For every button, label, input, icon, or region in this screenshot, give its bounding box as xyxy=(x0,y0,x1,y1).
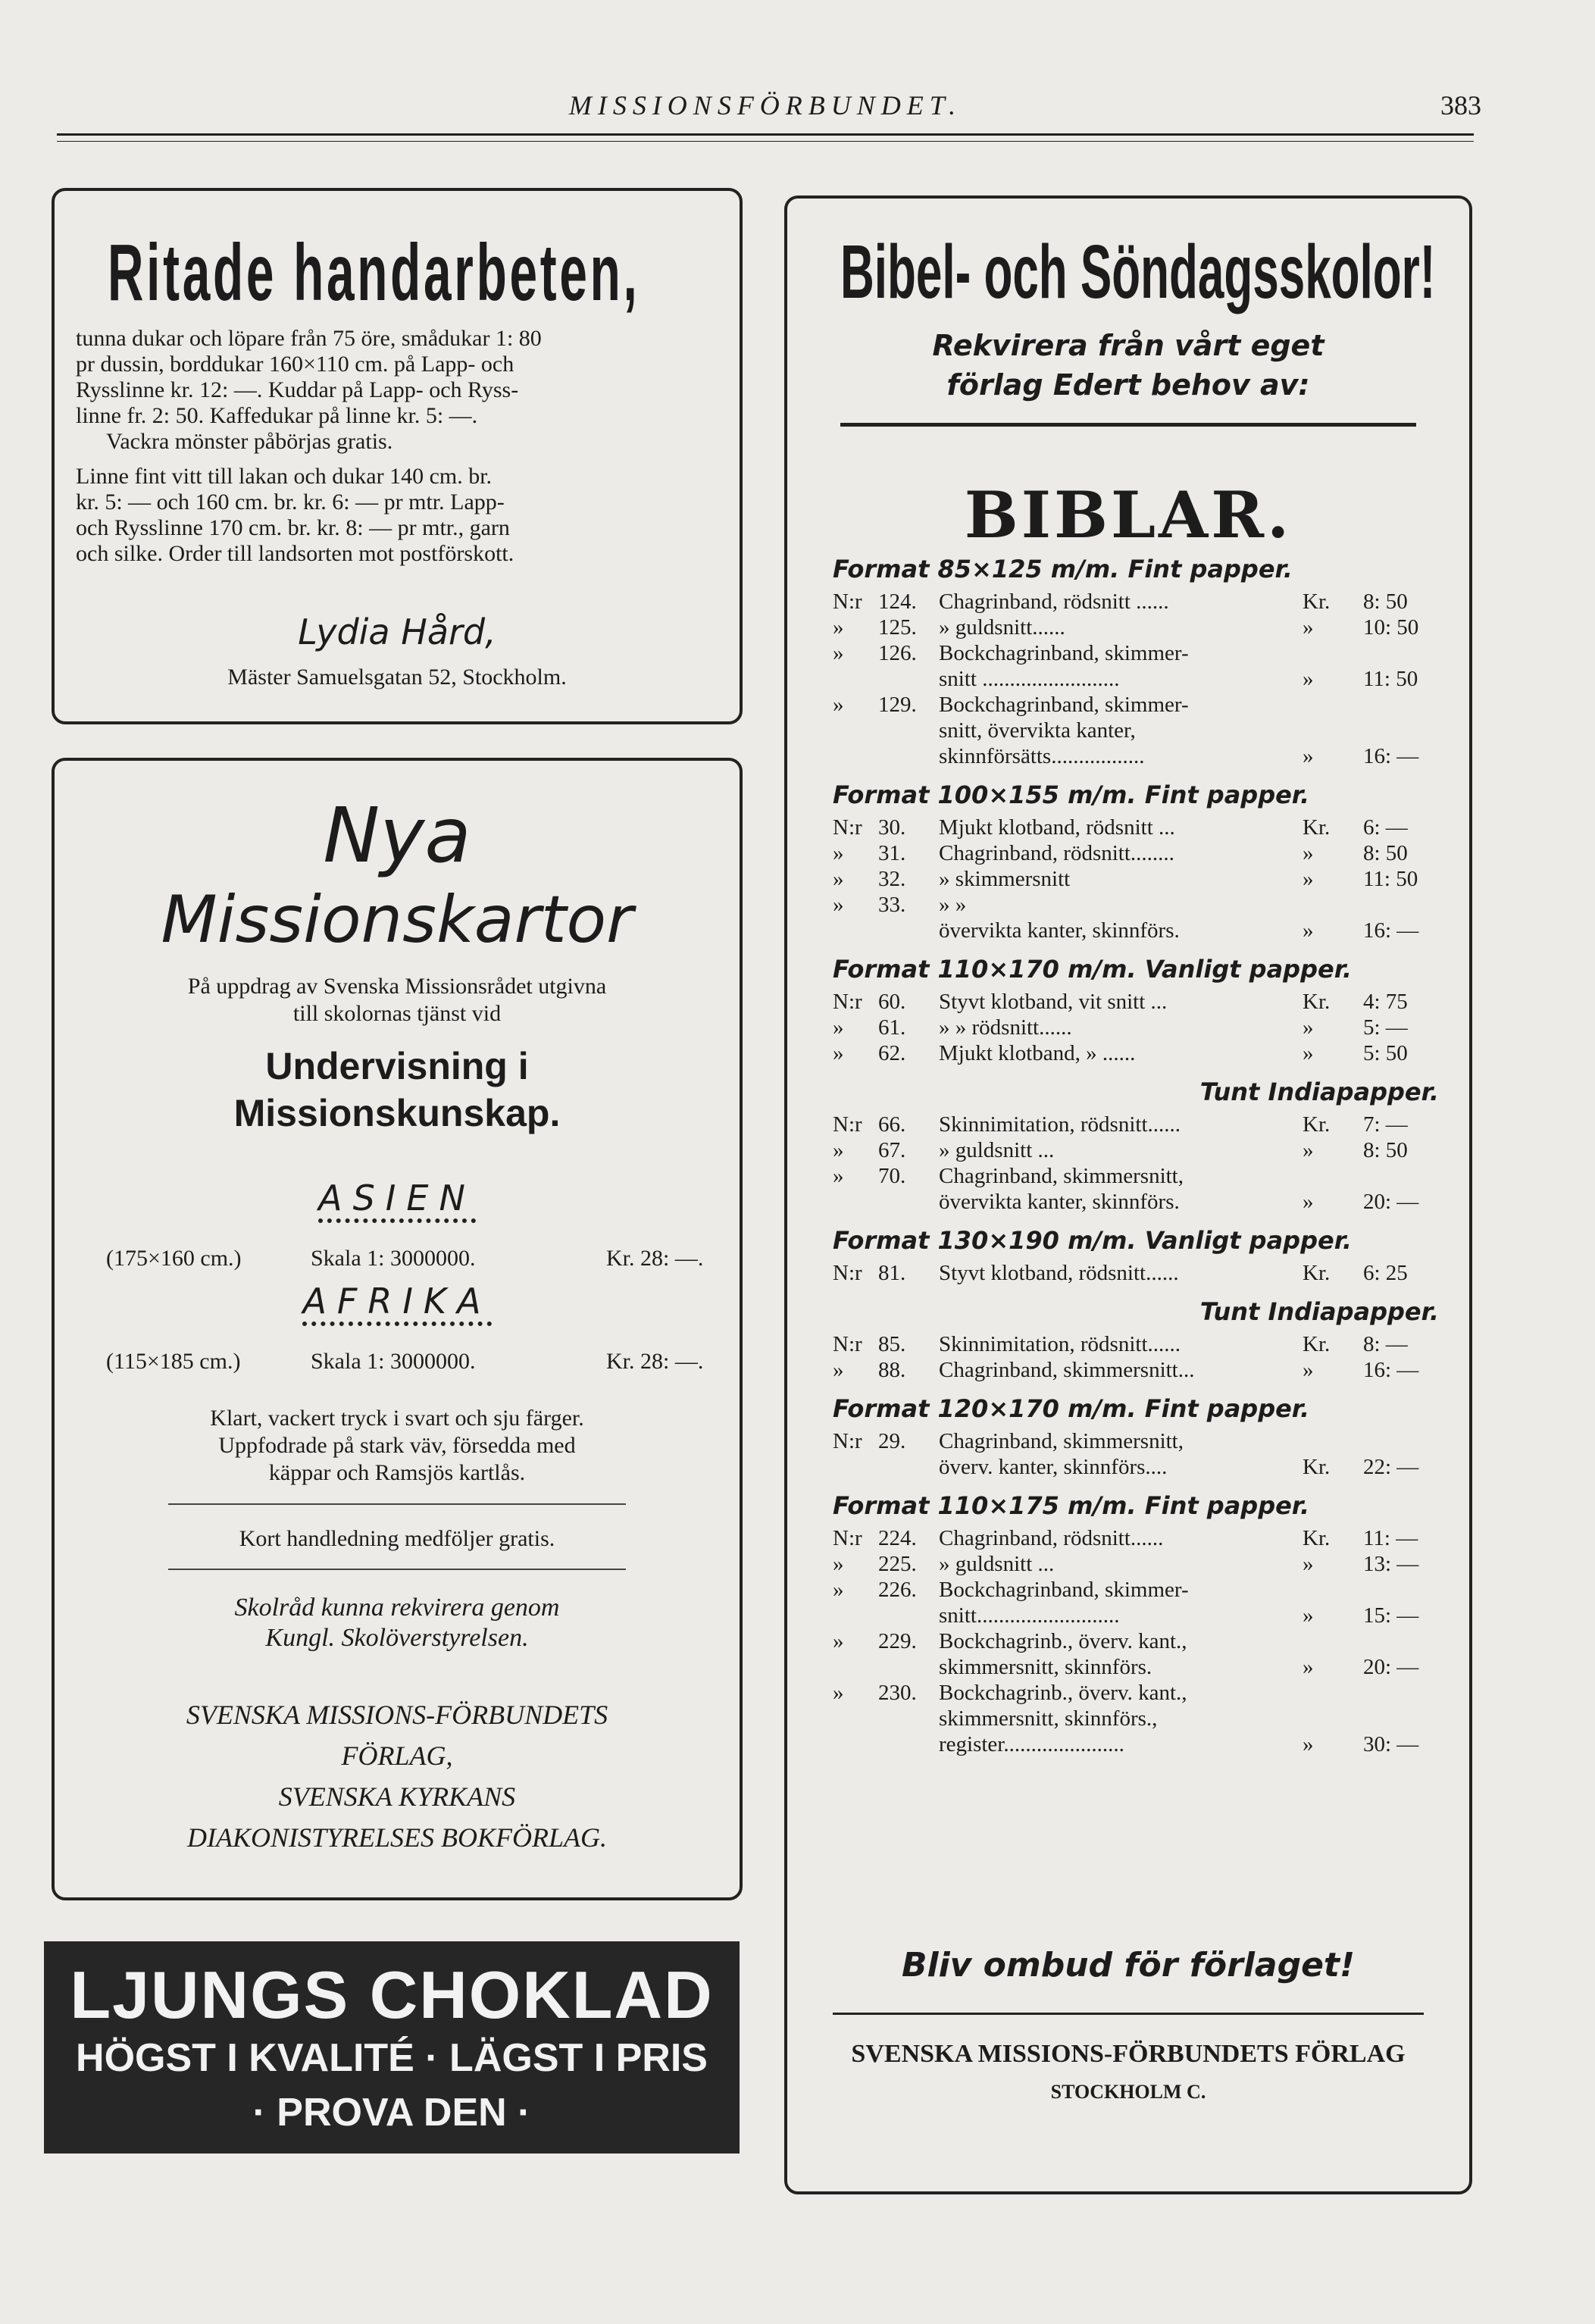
price-value: 13: — xyxy=(1363,1552,1419,1576)
item-number: 31. xyxy=(878,841,906,865)
text-line: Undervisning i xyxy=(265,1045,529,1087)
price-row xyxy=(833,744,1439,770)
item-description: Skinnimitation, rödsnitt...... xyxy=(939,1332,1181,1356)
item-description: Chagrinband, skimmersnitt, xyxy=(939,1429,1184,1453)
publisher-city: STOCKHOLM C. xyxy=(1050,2081,1206,2103)
price-row xyxy=(833,1655,1439,1681)
item-number: 30. xyxy=(878,815,906,840)
price-label: » xyxy=(1303,1603,1314,1628)
divider xyxy=(168,1503,626,1505)
divider xyxy=(833,2013,1424,2015)
item-description: skimmersnitt, skinnförs., xyxy=(939,1706,1158,1731)
map-scale: Skala 1: 3000000. xyxy=(311,1246,476,1271)
divider xyxy=(840,423,1416,427)
price-row xyxy=(833,1526,1439,1552)
text-line: SVENSKA MISSIONS-FÖRBUNDETS xyxy=(186,1700,608,1730)
format-heading: Format 130×190 m/m. Vanligt papper. xyxy=(833,1226,1353,1255)
format-heading: Format 110×170 m/m. Vanligt papper. xyxy=(833,955,1353,984)
text-line: och Rysslinne 170 cm. br. kr. 8: — pr mtr., garn xyxy=(76,515,510,540)
price-value: 11: 50 xyxy=(1363,867,1418,891)
item-number: 224. xyxy=(878,1526,917,1550)
format-heading: Format 110×175 m/m. Fint papper. xyxy=(833,1491,1310,1520)
price-row xyxy=(833,1629,1439,1655)
format-heading: Tunt Indiapapper. xyxy=(1199,1078,1439,1106)
text-line: Rekvirera från vårt eget xyxy=(932,329,1324,362)
ad-publishers xyxy=(55,1694,740,1858)
text-line: pr dussin, borddukar 160×110 cm. på Lapp- och xyxy=(76,352,514,377)
item-description: register...................... xyxy=(939,1732,1124,1756)
price-label: » xyxy=(1303,1732,1314,1756)
row-prefix: N:r xyxy=(833,1429,862,1453)
format-heading: Format 85×125 m/m. Fint papper. xyxy=(833,555,1293,583)
price-label: » xyxy=(1303,1015,1314,1040)
price-row xyxy=(833,990,1439,1015)
item-number: 125. xyxy=(878,615,917,640)
text-line: FÖRLAG, xyxy=(341,1741,453,1771)
price-label: Kr. xyxy=(1303,815,1331,840)
price-row xyxy=(833,1015,1439,1041)
price-row xyxy=(833,841,1439,867)
price-row xyxy=(833,1112,1439,1138)
price-value: 4: 75 xyxy=(1363,990,1408,1014)
price-row xyxy=(833,1455,1439,1481)
item-number: 29. xyxy=(878,1429,906,1453)
item-description: Chagrinband, skimmersnitt, xyxy=(939,1164,1184,1188)
text-line: På uppdrag av Svenska Missionsrådet utgivna xyxy=(187,974,607,999)
price-row xyxy=(833,1603,1439,1629)
format-heading: Format 100×155 m/m. Fint papper. xyxy=(833,780,1310,809)
text-line: förlag Edert behov av: xyxy=(946,368,1310,402)
item-description: skinnförsätts................. xyxy=(939,744,1145,768)
price-row xyxy=(833,893,1439,918)
format-heading: Format 120×170 m/m. Fint papper. xyxy=(833,1394,1310,1423)
publisher-name: SVENSKA MISSIONS-FÖRBUNDETS FÖRLAG xyxy=(851,2040,1406,2068)
text-line: Missionskunskap. xyxy=(233,1092,561,1134)
price-value: 5: — xyxy=(1363,1015,1408,1040)
price-value: 8: 50 xyxy=(1363,841,1408,865)
item-description: snitt, övervikta kanter, xyxy=(939,718,1136,743)
ad-intro xyxy=(55,973,740,1028)
item-number: 70. xyxy=(878,1164,906,1188)
price-row xyxy=(833,1706,1439,1732)
advertiser-address: Mäster Samuelsgatan 52, Stockholm. xyxy=(227,665,567,690)
ad-ritade-handarbeten xyxy=(52,188,743,724)
item-number: 129. xyxy=(878,693,917,717)
price-row xyxy=(833,1332,1439,1358)
item-number: 81. xyxy=(878,1261,906,1285)
item-description: överv. kanter, skinnförs.... xyxy=(939,1455,1168,1479)
row-prefix: » xyxy=(833,1164,844,1188)
map-name-asien: ASIEN xyxy=(55,1178,740,1218)
item-number: 226. xyxy=(878,1578,917,1602)
price-value: 15: — xyxy=(1363,1603,1419,1628)
ad-title: Bibel- och Söndagsskolor! xyxy=(840,230,1436,314)
price-row xyxy=(833,693,1439,718)
row-prefix: » xyxy=(833,1138,844,1162)
row-prefix: N:r xyxy=(833,590,862,614)
row-prefix: N:r xyxy=(833,1332,862,1356)
text-line: och silke. Order till landsorten mot postförskott. xyxy=(76,541,514,566)
price-row xyxy=(833,590,1439,615)
map-name-afrika: AFRIKA xyxy=(55,1281,740,1322)
ad-call-to-action: Bliv ombud för förlaget! xyxy=(901,1946,1356,1985)
price-row xyxy=(833,667,1439,693)
text-line: tunna dukar och löpare från 75 öre, smådukar 1: 80 xyxy=(76,326,542,351)
item-description: övervikta kanter, skinnförs. xyxy=(939,1190,1180,1214)
item-number: 88. xyxy=(878,1358,906,1382)
item-description: övervikta kanter, skinnförs. xyxy=(939,918,1180,943)
item-description: Mjukt klotband, » ...... xyxy=(939,1041,1136,1065)
item-description: Chagrinband, rödsnitt...... xyxy=(939,1526,1164,1550)
price-label: Kr. xyxy=(1303,990,1331,1014)
item-description: Chagrinband, rödsnitt ...... xyxy=(939,590,1169,614)
item-number: 85. xyxy=(878,1332,906,1356)
price-label: » xyxy=(1303,1552,1314,1576)
ad-ljungs-choklad xyxy=(44,1941,740,2154)
price-label: » xyxy=(1303,667,1314,691)
price-label: » xyxy=(1303,918,1314,943)
item-number: 126. xyxy=(878,641,917,665)
price-label: » xyxy=(1303,867,1314,891)
price-row xyxy=(833,815,1439,841)
price-label: Kr. xyxy=(1303,1261,1331,1285)
ad-call-to-action: · PROVA DEN · xyxy=(252,2091,531,2135)
row-prefix: N:r xyxy=(833,1112,862,1137)
item-number: 229. xyxy=(878,1629,917,1653)
price-value: 16: — xyxy=(1363,1358,1419,1382)
price-label: » xyxy=(1303,615,1314,640)
price-value: 7: — xyxy=(1363,1112,1408,1137)
price-row xyxy=(833,1041,1439,1067)
item-description: snitt ......................... xyxy=(939,667,1120,691)
text-line: Kungl. Skolöverstyrelsen. xyxy=(265,1624,529,1652)
map-size: (175×160 cm.) xyxy=(106,1246,242,1271)
text-line: Rysslinne kr. 12: —. Kuddar på Lapp- och Ryss- xyxy=(76,377,519,402)
text-line: käppar och Ramsjös kartlås. xyxy=(268,1460,526,1485)
item-number: 230. xyxy=(878,1681,917,1705)
price-label: » xyxy=(1303,1358,1314,1382)
row-prefix: » xyxy=(833,1041,844,1065)
map-row-asien xyxy=(106,1246,743,1271)
item-description: Styvt klotband, vit snitt ... xyxy=(939,990,1168,1014)
ad-guide: Kort handledning medföljer gratis. xyxy=(239,1526,555,1551)
price-label: » xyxy=(1303,1190,1314,1214)
item-description: Styvt klotband, rödsnitt...... xyxy=(939,1261,1179,1285)
row-prefix: » xyxy=(833,641,844,665)
text-line: Linne fint vitt till lakan och dukar 140 cm. br. xyxy=(76,464,493,489)
price-label: » xyxy=(1303,744,1314,768)
row-prefix: » xyxy=(833,1552,844,1576)
row-prefix: » xyxy=(833,1578,844,1602)
item-number: 33. xyxy=(878,893,906,917)
price-value: 20: — xyxy=(1363,1655,1419,1679)
price-row xyxy=(833,1578,1439,1603)
price-value: 8: 50 xyxy=(1363,590,1408,614)
price-row xyxy=(833,615,1439,641)
text-line: kr. 5: — och 160 cm. br. kr. 6: — pr mtr. Lapp- xyxy=(76,490,505,515)
row-prefix: N:r xyxy=(833,815,862,840)
price-value: 11: — xyxy=(1363,1526,1418,1550)
text-line: linne fr. 2: 50. Kaffedukar på linne kr. 5: —. xyxy=(76,403,478,428)
row-prefix: N:r xyxy=(833,1526,862,1550)
page-number: 383 xyxy=(1440,90,1481,120)
ad-nya-missionskartor xyxy=(52,758,743,1900)
price-value: 16: — xyxy=(1363,744,1419,768)
price-row xyxy=(833,918,1439,944)
price-value: 22: — xyxy=(1363,1455,1419,1479)
item-number: 124. xyxy=(878,590,917,614)
ad-subtitle xyxy=(787,326,1469,405)
item-description: Bockchagrinb., överv. kant., xyxy=(939,1681,1187,1705)
price-value: 6: — xyxy=(1363,815,1408,840)
ad-description xyxy=(55,1405,740,1487)
price-label: Kr. xyxy=(1303,1112,1331,1137)
text-line: Vackra mönster påbörjas gratis. xyxy=(106,429,393,454)
item-description: » » rödsnitt...... xyxy=(939,1015,1072,1040)
ad-body xyxy=(76,326,717,567)
item-description: » guldsnitt ... xyxy=(939,1138,1055,1162)
price-row xyxy=(833,1732,1439,1758)
price-value: 6: 25 xyxy=(1363,1261,1408,1285)
item-number: 32. xyxy=(878,867,906,891)
price-row xyxy=(833,1358,1439,1384)
item-description: Chagrinband, skimmersnitt... xyxy=(939,1358,1195,1382)
row-prefix: » xyxy=(833,867,844,891)
price-row xyxy=(833,1552,1439,1578)
ad-title-2: Missionskartor xyxy=(161,882,633,958)
text-line: Klart, vackert tryck i svart och sju färger. xyxy=(210,1406,584,1431)
divider xyxy=(168,1569,626,1570)
price-value: 8: 50 xyxy=(1363,1138,1408,1162)
ad-title: Ritade handarbeten, xyxy=(108,228,640,317)
price-label: » xyxy=(1303,1138,1314,1162)
ad-bibel-sondagsskolor xyxy=(784,195,1472,2194)
price-value: 16: — xyxy=(1363,918,1419,943)
text-line: DIAKONISTYRELSES BOKFÖRLAG. xyxy=(186,1822,607,1853)
item-description: Mjukt klotband, rödsnitt ... xyxy=(939,815,1175,840)
item-number: 66. xyxy=(878,1112,906,1137)
price-label: » xyxy=(1303,1041,1314,1065)
row-prefix: » xyxy=(833,893,844,917)
row-prefix: N:r xyxy=(833,990,862,1014)
map-price: Kr. 28: —. xyxy=(606,1349,704,1374)
item-description: » guldsnitt ... xyxy=(939,1552,1055,1576)
price-row xyxy=(833,641,1439,667)
price-row xyxy=(833,1681,1439,1706)
item-number: 67. xyxy=(878,1138,906,1162)
price-label: Kr. xyxy=(1303,590,1331,614)
ad-slogan: HÖGST I KVALITÉ · LÄGST I PRIS xyxy=(76,2036,708,2080)
price-row xyxy=(833,718,1439,744)
header-rule xyxy=(57,133,1474,136)
price-label: » xyxy=(1303,841,1314,865)
row-prefix: » xyxy=(833,1681,844,1705)
text-line: Uppfodrade på stark väv, försedda med xyxy=(218,1433,576,1458)
price-row xyxy=(833,867,1439,893)
text-line: SVENSKA KYRKANS xyxy=(278,1781,516,1812)
price-label: Kr. xyxy=(1303,1526,1331,1550)
row-prefix: » xyxy=(833,1015,844,1040)
item-description: Bockchagrinb., överv. kant., xyxy=(939,1629,1187,1653)
running-title: MISSIONSFÖRBUNDET. xyxy=(568,90,962,120)
ad-note xyxy=(55,1593,740,1653)
map-scale: Skala 1: 3000000. xyxy=(311,1349,476,1374)
price-value: 20: — xyxy=(1363,1190,1419,1214)
item-number: 225. xyxy=(878,1552,917,1576)
item-number: 60. xyxy=(878,990,906,1014)
price-row xyxy=(833,1164,1439,1190)
item-description: snitt.......................... xyxy=(939,1603,1120,1628)
ad-subject xyxy=(55,1043,740,1137)
item-description: » skimmersnitt xyxy=(939,867,1071,891)
item-description: Bockchagrinband, skimmer- xyxy=(939,641,1189,665)
item-number: 61. xyxy=(878,1015,906,1040)
item-description: » guldsnitt...... xyxy=(939,615,1065,640)
item-number: 62. xyxy=(878,1041,906,1065)
text-line: Skolråd kunna rekvirera genom xyxy=(234,1594,560,1622)
item-description: skimmersnitt, skinnförs. xyxy=(939,1655,1152,1679)
map-row-afrika xyxy=(106,1349,743,1375)
item-description: Bockchagrinband, skimmer- xyxy=(939,1578,1189,1602)
row-prefix: » xyxy=(833,1629,844,1653)
row-prefix: » xyxy=(833,615,844,640)
row-prefix: » xyxy=(833,1358,844,1382)
row-prefix: » xyxy=(833,841,844,865)
row-prefix: N:r xyxy=(833,1261,862,1285)
price-row xyxy=(833,1138,1439,1164)
header-rule-thin xyxy=(57,141,1474,142)
price-value: 30: — xyxy=(1363,1732,1419,1756)
map-price: Kr. 28: —. xyxy=(606,1246,704,1271)
map-size: (115×185 cm.) xyxy=(106,1349,241,1374)
price-value: 8: — xyxy=(1363,1332,1408,1356)
price-row xyxy=(833,1429,1439,1455)
price-value: 11: 50 xyxy=(1363,667,1418,691)
text-line: till skolornas tjänst vid xyxy=(292,1001,502,1026)
format-heading: Tunt Indiapapper. xyxy=(1199,1297,1439,1326)
row-prefix: » xyxy=(833,693,844,717)
price-label: » xyxy=(1303,1655,1314,1679)
price-list xyxy=(833,555,1439,1758)
ad-title: LJUNGS CHOKLAD xyxy=(70,1957,714,2032)
price-label: Kr. xyxy=(1303,1332,1331,1356)
item-description: » » xyxy=(939,893,967,917)
price-value: 10: 50 xyxy=(1363,615,1419,640)
advertiser-name: Lydia Hård, xyxy=(298,611,496,652)
ad-title-1: Nya xyxy=(323,791,471,880)
price-row xyxy=(833,1261,1439,1287)
item-description: Chagrinband, rödsnitt........ xyxy=(939,841,1174,865)
item-description: Bockchagrinband, skimmer- xyxy=(939,693,1189,717)
price-row xyxy=(833,1190,1439,1215)
item-description: Skinnimitation, rödsnitt...... xyxy=(939,1112,1181,1137)
price-value: 5: 50 xyxy=(1363,1041,1408,1065)
price-label: Kr. xyxy=(1303,1455,1331,1479)
section-heading: BIBLAR. xyxy=(964,477,1293,552)
